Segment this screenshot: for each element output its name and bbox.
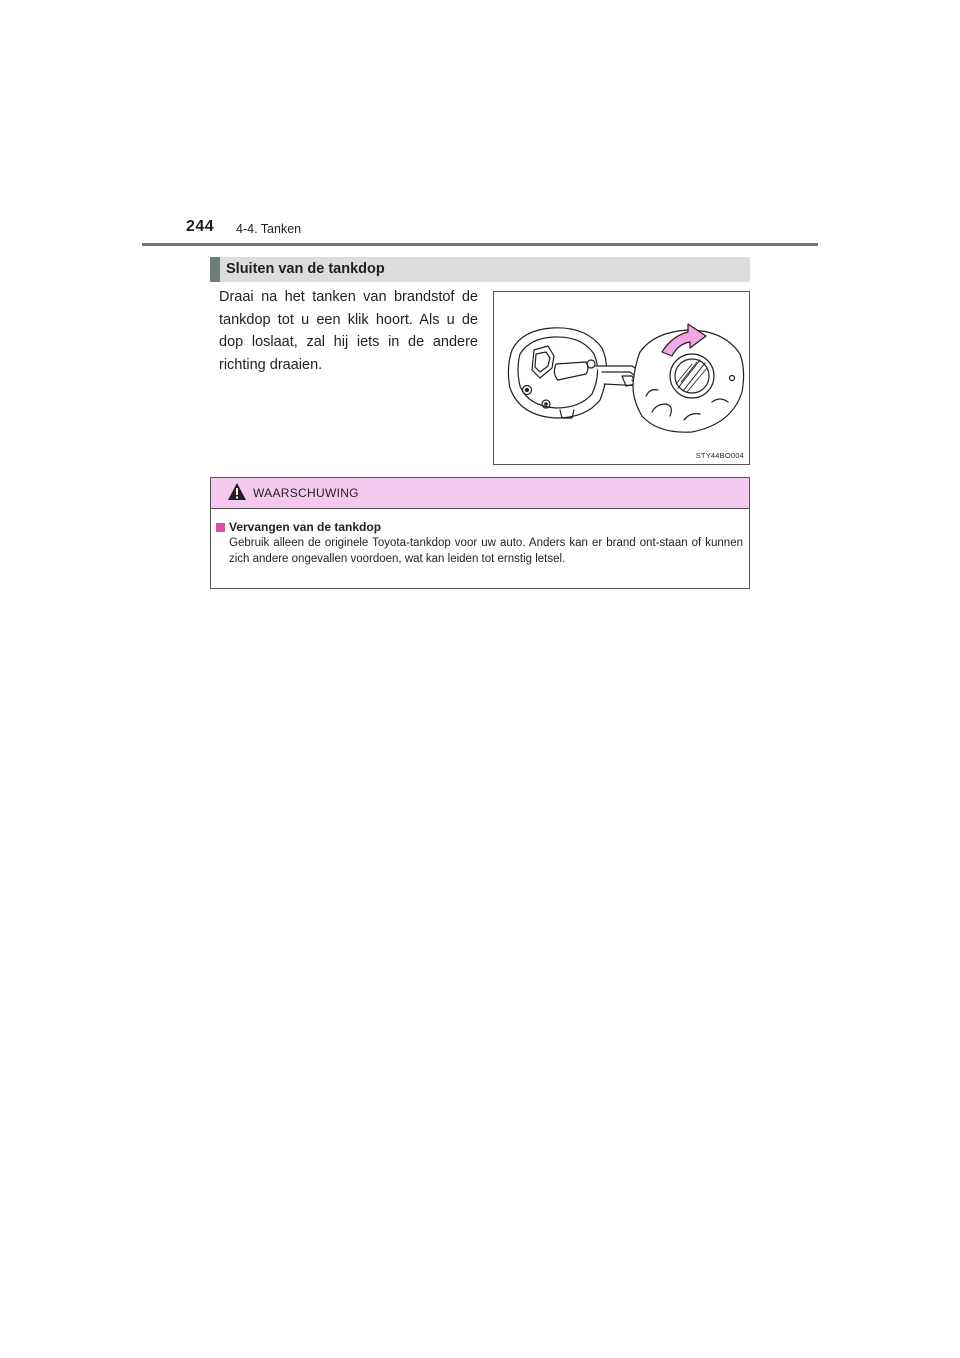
warning-box	[210, 477, 750, 589]
page-number: 244	[186, 218, 215, 235]
header-divider	[142, 243, 818, 246]
warning-item-text: Gebruik alleen de originele Toyota-tankdop voor uw auto. Anders kan er brand ont-staan of kunnen zich andere ongevallen voordoen, wat kan leiden tot ernstig letsel.	[229, 537, 743, 565]
warning-label: WAARSCHUWING	[253, 486, 359, 500]
warning-triangle-icon	[227, 482, 247, 502]
fuel-cap-illustration	[493, 291, 750, 465]
header-section-title: 4-4. Tanken	[236, 222, 302, 236]
section-heading	[210, 257, 750, 282]
warning-item-title: Vervangen van de tankdop	[229, 520, 382, 534]
instruction-text: Draai na het tanken van brandstof de tankdop tot u een klik hoort. Als u de dop loslaat, zal hij iets in de andere richting draaien.	[219, 289, 478, 373]
fuel-door-drawing	[494, 292, 749, 464]
warning-header	[211, 478, 749, 509]
figure-code: STY44BO004	[695, 451, 744, 460]
section-heading-label: Sluiten van de tankdop	[226, 261, 385, 277]
bullet-square-icon	[216, 523, 225, 532]
